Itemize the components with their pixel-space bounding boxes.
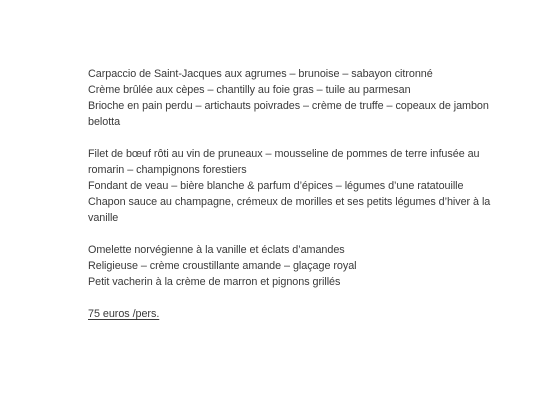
menu-price: 75 euros /pers. [88,308,160,320]
starters-section [88,66,508,130]
starter-item: Brioche en pain perdu – artichauts poivrades – crème de truffe – copeaux de jambon belotta [88,100,489,128]
main-item: Chapon sauce au champagne, crémeux de morilles et ses petits légumes d’hiver à la vanille [88,196,491,224]
dessert-item: Religieuse – crème croustillante amande – glaçage royal [88,260,357,272]
mains-section [88,146,508,226]
starter-item: Crème brûlée aux cèpes – chantilly au foie gras – tuile au parmesan [88,84,411,96]
desserts-section [88,242,508,290]
menu-document [88,66,508,322]
main-item: Fondant de veau – bière blanche & parfum d’épices – légumes d’une ratatouille [88,180,464,192]
dessert-item: Omelette norvégienne à la vanille et éclats d’amandes [88,244,345,256]
dessert-item: Petit vacherin à la crème de marron et pignons grillés [88,276,341,288]
main-item: Filet de bœuf rôti au vin de pruneaux – mousseline de pommes de terre infusée au romarin – champignons forestiers [88,148,480,176]
starter-item: Carpaccio de Saint-Jacques aux agrumes – brunoise – sabayon citronné [88,68,433,80]
